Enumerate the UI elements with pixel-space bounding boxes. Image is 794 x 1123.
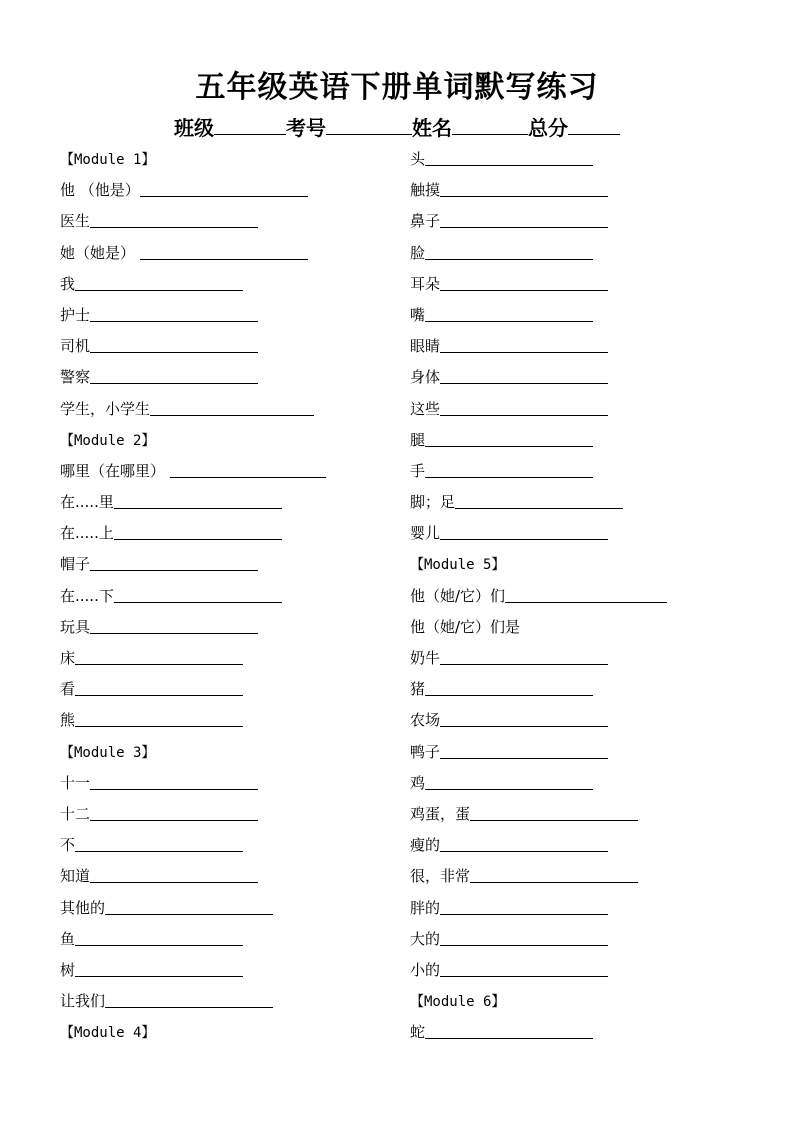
vocab-label: 鸡 [410, 773, 426, 792]
vocab-label: 瘦的 [410, 836, 441, 855]
answer-blank[interactable] [75, 675, 243, 696]
vocab-label: 小的 [410, 960, 441, 979]
class-blank[interactable] [214, 116, 286, 135]
answer-blank[interactable] [114, 488, 282, 509]
vocab-item [410, 893, 667, 924]
vocab-item [60, 830, 326, 861]
vocab-label: 学生，小学生 [60, 399, 151, 418]
module-heading [410, 986, 667, 1017]
vocab-label: 这些 [410, 399, 441, 418]
vocab-label: 我 [60, 274, 76, 293]
vocab-item [410, 175, 667, 206]
vocab-label: 警察 [60, 368, 91, 387]
answer-blank[interactable] [440, 925, 608, 946]
vocab-label: 农场 [410, 711, 441, 730]
answer-blank[interactable] [425, 301, 593, 322]
vocab-item [60, 612, 326, 643]
answer-blank[interactable] [90, 550, 258, 571]
answer-blank[interactable] [425, 1018, 593, 1039]
vocab-item [410, 830, 667, 861]
vocab-label: 床 [60, 649, 76, 667]
answer-blank[interactable] [440, 519, 608, 540]
vocab-item [410, 1017, 667, 1048]
vocab-label: 鸡蛋，蛋 [410, 804, 471, 823]
vocab-item [410, 394, 667, 425]
vocab-item [60, 768, 326, 799]
answer-blank[interactable] [440, 706, 608, 727]
module-label: 【Module 5】 [410, 557, 506, 574]
module-label: 【Module 6】 [410, 994, 506, 1011]
vocab-item [60, 456, 326, 487]
vocab-label: 蛇 [410, 1023, 426, 1042]
page-title: 五年级英语下册单词默写练习 [195, 70, 599, 105]
answer-blank[interactable] [440, 894, 608, 915]
answer-blank[interactable] [425, 145, 593, 166]
vocab-item [410, 456, 667, 487]
vocab-label: 脚；足 [410, 493, 456, 512]
vocab-item [410, 674, 667, 705]
left-column [60, 144, 326, 1048]
vocab-label: 脸 [410, 243, 426, 262]
vocab-item [410, 737, 667, 768]
vocab-label: 鼻子 [410, 212, 441, 231]
module-heading [60, 144, 326, 175]
vocab-item [410, 487, 667, 518]
vocab-label: 医生 [60, 212, 91, 231]
vocab-item [60, 331, 326, 362]
answer-blank[interactable] [90, 207, 258, 228]
answer-blank[interactable] [425, 426, 593, 447]
name-blank[interactable] [452, 116, 528, 135]
answer-blank[interactable] [425, 239, 593, 260]
vocab-label: 哪里（在哪里） [60, 461, 170, 480]
vocab-label: 大的 [410, 929, 441, 948]
vocab-label: 他（她/它）们是 [410, 617, 521, 636]
vocab-item [60, 518, 326, 549]
vocab-item [60, 581, 326, 612]
answer-blank[interactable] [505, 582, 667, 603]
score-blank[interactable] [568, 116, 620, 135]
vocab-item [410, 238, 667, 269]
vocab-label: 头 [410, 150, 426, 168]
answer-blank[interactable] [90, 363, 258, 384]
vocab-label: 知道 [60, 867, 91, 886]
vocab-label: 让我们 [60, 992, 106, 1011]
vocab-item [410, 425, 667, 456]
vocab-label: 婴儿 [410, 524, 441, 543]
answer-blank[interactable] [75, 925, 243, 946]
vocab-label: 十一 [60, 773, 91, 792]
right-column [410, 144, 667, 1048]
answer-blank[interactable] [75, 956, 243, 977]
vocab-item [60, 549, 326, 580]
vocab-label: 其他的 [60, 898, 106, 917]
vocab-label: 护士 [60, 305, 91, 324]
vocab-item [410, 643, 667, 674]
answer-blank[interactable] [425, 675, 593, 696]
vocab-label: 鱼 [60, 929, 76, 948]
vocab-label: 手 [410, 461, 426, 480]
answer-blank[interactable] [75, 270, 243, 291]
vocab-item [410, 861, 667, 892]
vocab-label: 他（她/它）们 [410, 586, 506, 605]
vocab-item [60, 206, 326, 237]
vocab-item [60, 705, 326, 736]
vocab-item [60, 238, 326, 269]
vocab-label: 司机 [60, 337, 91, 356]
vocab-item [410, 518, 667, 549]
vocab-label: 胖的 [410, 898, 441, 917]
answer-blank[interactable] [105, 987, 273, 1008]
vocab-label: 帽子 [60, 555, 91, 574]
class-label: 班级 [174, 116, 214, 140]
vocab-item [410, 612, 667, 643]
vocab-label: 十二 [60, 804, 91, 823]
vocab-label: 在.....里 [60, 493, 114, 512]
vocab-label: 玩具 [60, 617, 91, 636]
answer-blank[interactable] [114, 582, 282, 603]
answer-blank[interactable] [425, 769, 593, 790]
vocab-item [410, 768, 667, 799]
answer-blank[interactable] [440, 644, 608, 665]
vocab-item [60, 300, 326, 331]
vocab-label: 在.....下 [60, 586, 114, 605]
vocab-label: 在.....上 [60, 524, 114, 543]
answer-blank[interactable] [440, 270, 608, 291]
answer-blank[interactable] [90, 862, 258, 883]
vocab-label: 她（她是） [60, 243, 140, 262]
vocab-item [60, 799, 326, 830]
answer-blank[interactable] [455, 488, 623, 509]
answer-blank[interactable] [90, 613, 258, 634]
answer-blank[interactable] [105, 894, 273, 915]
vocab-item [410, 799, 667, 830]
answer-blank[interactable] [140, 176, 308, 197]
vocab-label: 嘴 [410, 305, 426, 324]
vocab-label: 腿 [410, 430, 426, 449]
vocab-label: 看 [60, 680, 76, 699]
module-heading [60, 737, 326, 768]
answer-blank[interactable] [170, 457, 326, 478]
answer-blank[interactable] [75, 644, 243, 665]
module-heading [60, 425, 326, 456]
exam-no-blank[interactable] [326, 116, 412, 135]
answer-blank[interactable] [440, 956, 608, 977]
vocab-item [410, 705, 667, 736]
module-heading [410, 549, 667, 580]
vocab-item [410, 300, 667, 331]
module-label: 【Module 4】 [60, 1025, 156, 1042]
exam-no-label: 考号 [286, 116, 326, 140]
vocab-item [410, 144, 667, 175]
answer-blank[interactable] [75, 831, 243, 852]
vocab-label: 身体 [410, 368, 441, 387]
vocab-item [60, 955, 326, 986]
answer-blank[interactable] [90, 800, 258, 821]
answer-blank[interactable] [440, 207, 608, 228]
vocab-item [410, 924, 667, 955]
vocab-item [410, 206, 667, 237]
answer-blank[interactable] [90, 332, 258, 353]
answer-blank[interactable] [150, 395, 314, 416]
answer-blank[interactable] [425, 457, 593, 478]
vocab-label: 不 [60, 836, 76, 855]
vocab-label: 他 （他是） [60, 181, 140, 200]
vocab-item [410, 362, 667, 393]
answer-blank[interactable] [440, 831, 608, 852]
vocab-item [60, 394, 326, 425]
vocab-label: 眼睛 [410, 337, 441, 356]
vocab-label: 耳朵 [410, 274, 441, 293]
answer-blank[interactable] [470, 800, 638, 821]
vocab-item [60, 674, 326, 705]
answer-blank[interactable] [75, 706, 243, 727]
vocab-item [410, 955, 667, 986]
vocab-item [410, 331, 667, 362]
vocab-item [60, 487, 326, 518]
answer-blank[interactable] [140, 239, 308, 260]
vocab-item [60, 893, 326, 924]
answer-blank[interactable] [440, 363, 608, 384]
answer-blank[interactable] [440, 395, 608, 416]
answer-blank[interactable] [440, 332, 608, 353]
module-label: 【Module 3】 [60, 744, 156, 761]
answer-blank[interactable] [90, 769, 258, 790]
vocab-label: 猪 [410, 680, 426, 699]
answer-blank[interactable] [440, 738, 608, 759]
vocab-label: 鸭子 [410, 742, 441, 761]
vocab-label: 触摸 [410, 181, 441, 200]
vocab-label: 树 [60, 960, 76, 979]
module-label: 【Module 2】 [60, 432, 156, 449]
vocab-item [60, 643, 326, 674]
answer-blank[interactable] [440, 176, 608, 197]
vocab-item [60, 986, 326, 1017]
vocab-item [410, 581, 667, 612]
vocab-item [60, 362, 326, 393]
answer-blank[interactable] [114, 519, 282, 540]
vocab-label: 很，非常 [410, 867, 471, 886]
module-label: 【Module 1】 [60, 152, 156, 168]
vocab-item [60, 175, 326, 206]
answer-blank[interactable] [470, 862, 638, 883]
module-heading [60, 1017, 326, 1048]
name-label: 姓名 [412, 116, 452, 140]
answer-blank[interactable] [90, 301, 258, 322]
score-label: 总分 [528, 116, 568, 140]
vocab-item [60, 924, 326, 955]
student-info-line [0, 112, 794, 141]
vocab-label: 奶牛 [410, 649, 441, 667]
vocab-item [60, 861, 326, 892]
vocab-label: 熊 [60, 711, 76, 730]
vocab-item [60, 269, 326, 300]
vocab-item [410, 269, 667, 300]
